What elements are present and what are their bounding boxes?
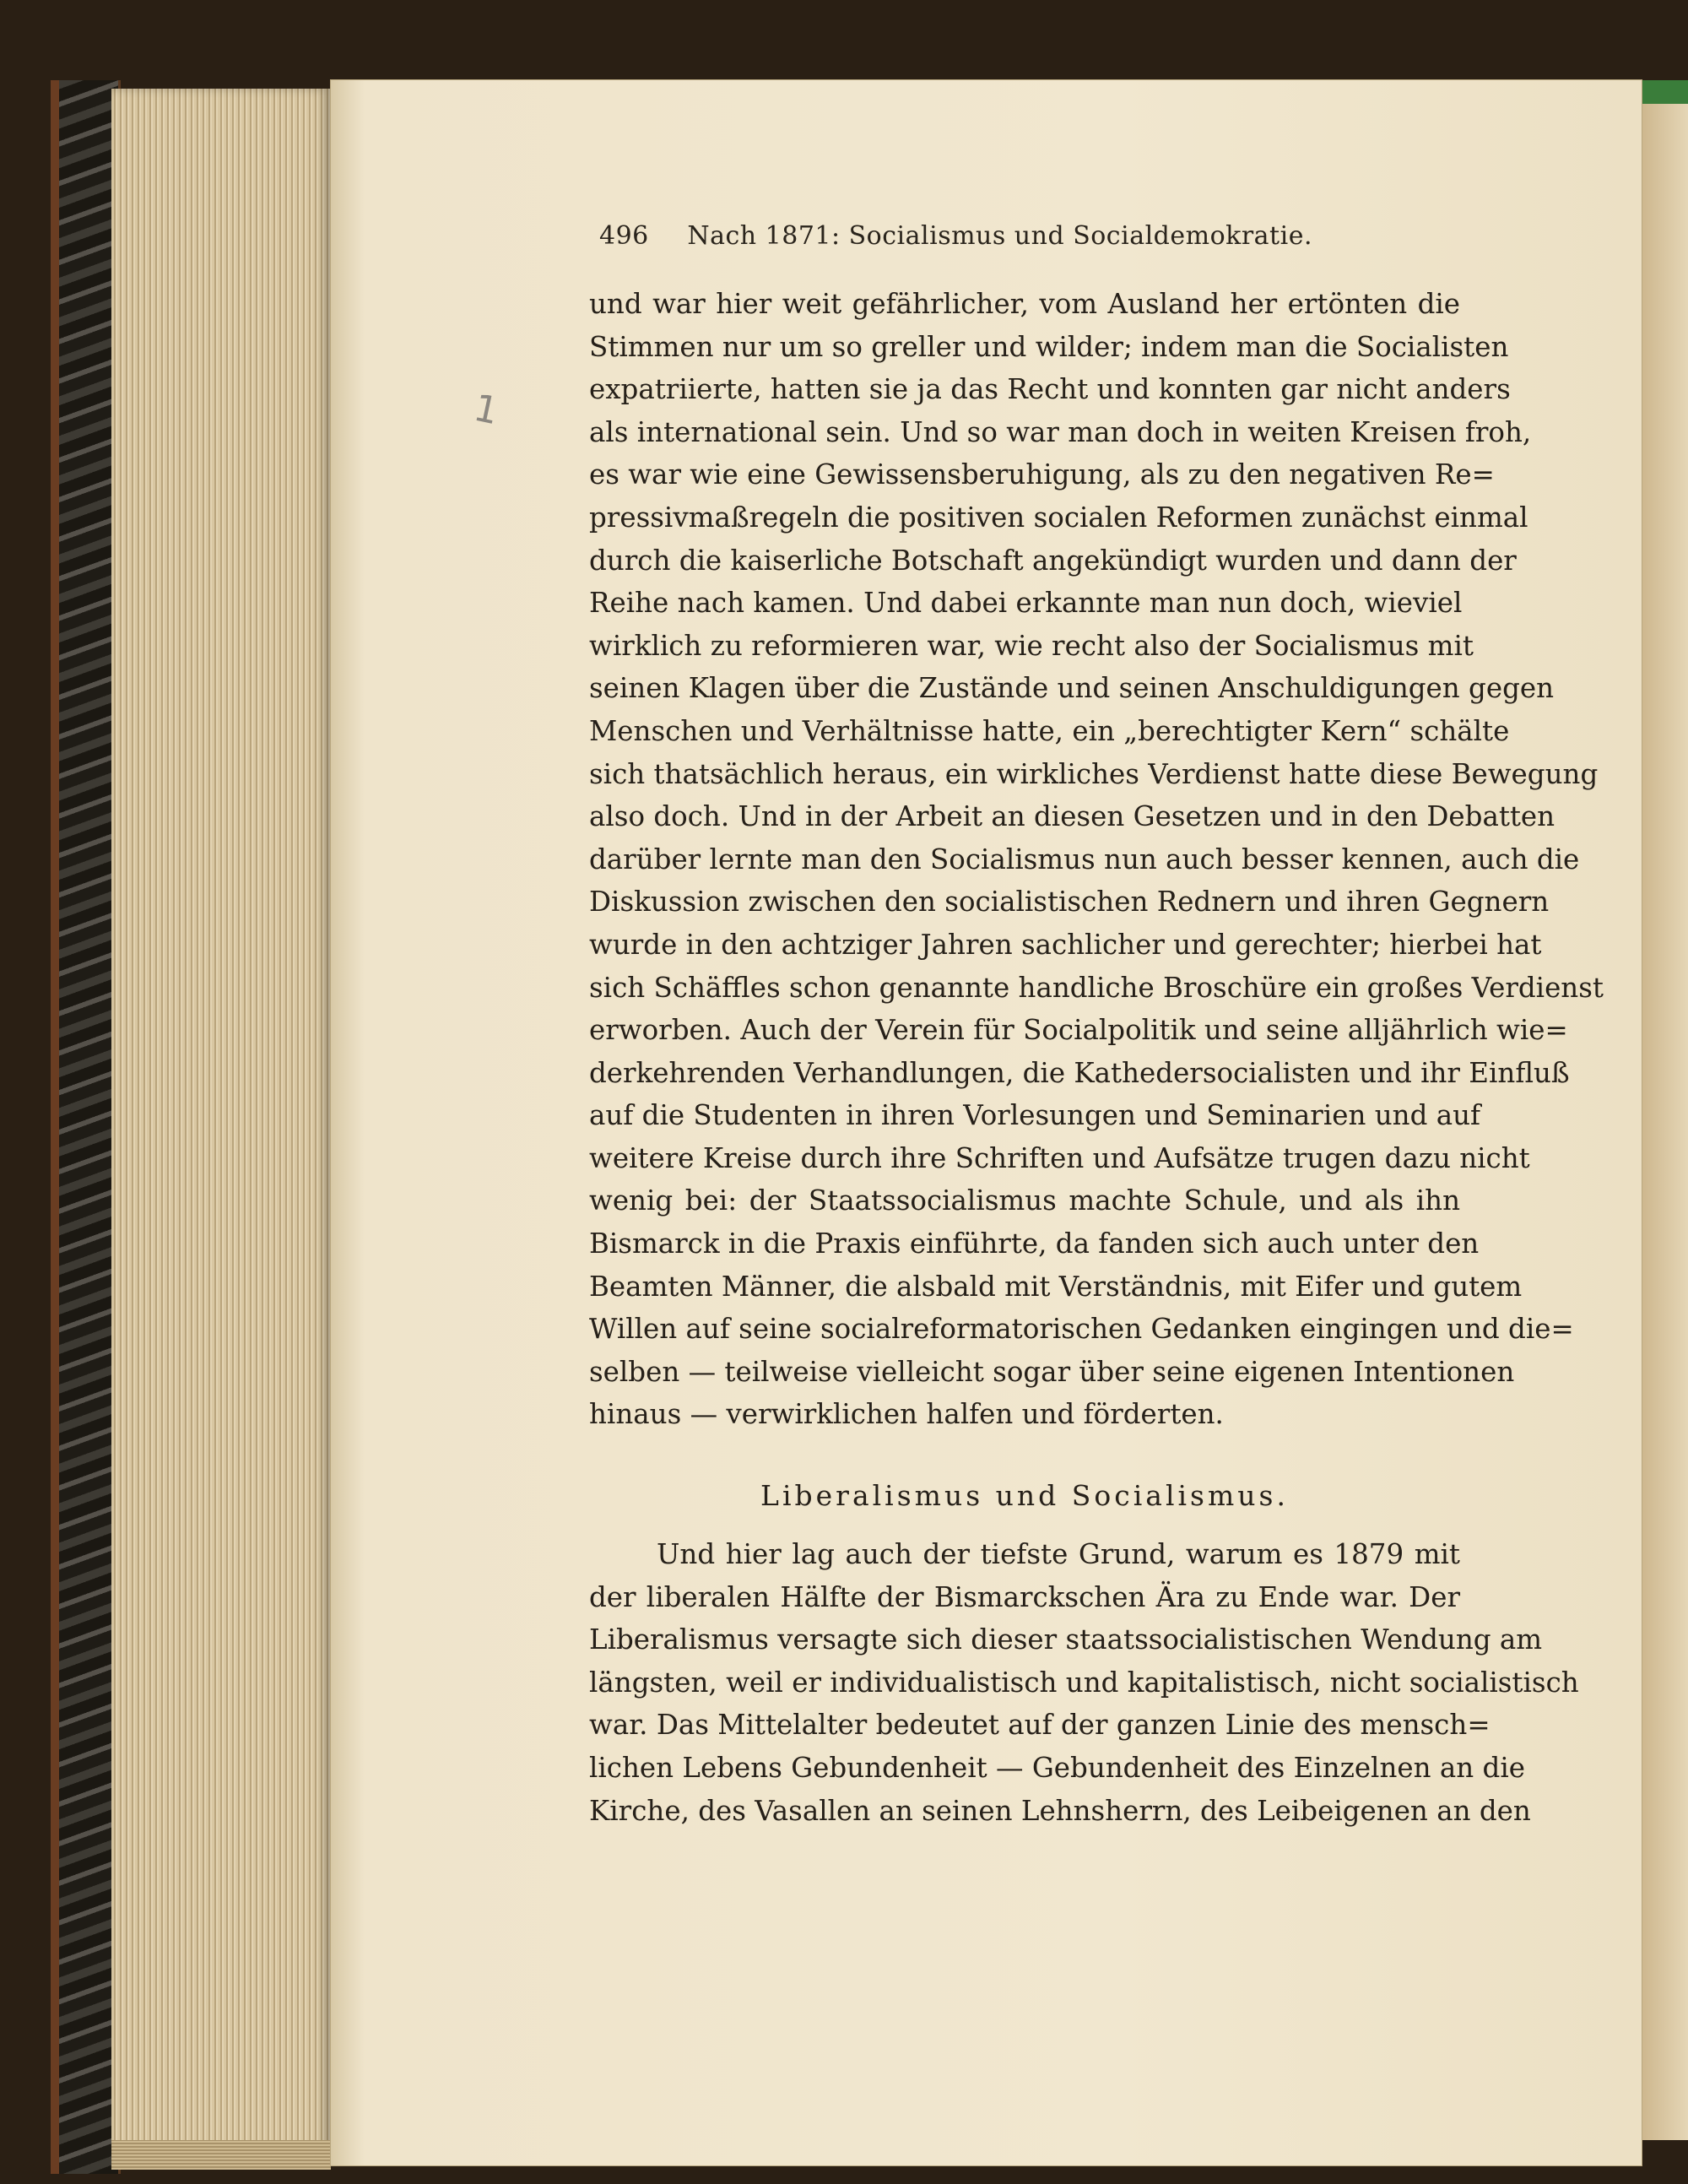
text-line: Kirche, des Vasallen an seinen Lehnsherrn, des Leibeigenen an den	[589, 1794, 1531, 1827]
text-line: Menschen und Verhältnisse hatte, ein „berechtigter Kern“ schälte	[589, 714, 1510, 747]
text-line: es war wie eine Gewissensberuhigung, als zu den negativen Re=	[589, 458, 1495, 491]
paragraph-1	[589, 283, 1604, 1436]
text-line: sich thatsächlich heraus, ein wirkliches Verdienst hatte diese Bewegung	[589, 757, 1599, 790]
text-line: wurde in den achtziger Jahren sachlicher und gerechter; hierbei hat	[589, 928, 1542, 961]
text-line: durch die kaiserliche Botschaft angekündigt wurden und dann der	[589, 544, 1517, 577]
text-line: auf die Studenten in ihren Vorlesungen und Seminarien und auf	[589, 1099, 1481, 1132]
text-line: derkehrenden Verhandlungen, die Kathedersocialisten und ihr Einfluß	[589, 1056, 1570, 1089]
text-line: also doch. Und in der Arbeit an diesen Gesetzen und in den Debatten	[589, 800, 1555, 833]
page-number: 496	[599, 221, 649, 251]
text-line: selben — teilweise vielleicht sogar über seine eigenen Intentionen	[589, 1355, 1515, 1388]
text-line: expatriierte, hatten sie ja das Recht und konnten gar nicht anders	[589, 373, 1511, 406]
text-line: war. Das Mittelalter bedeutet auf der ganzen Linie des mensch=	[589, 1709, 1491, 1742]
text-line: Liberalismus versagte sich dieser staatssocialistischen Wendung am	[589, 1623, 1543, 1656]
page-block-edges	[111, 89, 331, 2165]
text-line: weitere Kreise durch ihre Schriften und Aufsätze trugen dazu nicht	[589, 1141, 1530, 1174]
text-line: als international sein. Und so war man doch in weiten Kreisen froh,	[589, 415, 1532, 448]
text-line: wirklich zu reformieren war, wie recht also der Socialismus mit	[589, 629, 1474, 662]
text-line: wenig bei: der Staatssocialismus machte Schule, und als ihn	[589, 1184, 1460, 1217]
text-line: Und hier lag auch der tiefste Grund, warum es 1879 mit	[657, 1538, 1460, 1570]
text-line: Beamten Männer, die alsbald mit Verständnis, mit Eifer und gutem	[589, 1270, 1523, 1303]
text-line: und war hier weit gefährlicher, vom Ausland her ertönten die	[589, 288, 1460, 320]
pencil-margin-mark: 1	[470, 386, 502, 434]
text-line: darüber lernte man den Socialismus nun auch besser kennen, auch die	[589, 843, 1580, 875]
facing-page-edge	[1637, 97, 1688, 2140]
paragraph-2	[589, 1533, 1579, 1832]
text-line: Diskussion zwischen den socialistischen Rednern und ihren Gegnern	[589, 886, 1550, 919]
text-line: Willen auf seine socialreformatorischen Gedanken eingingen und die=	[589, 1313, 1574, 1346]
text-line: erworben. Auch der Verein für Socialpolitik und seine alljährlich wie=	[589, 1014, 1568, 1047]
text-line: der liberalen Hälfte der Bismarckschen Ära zu Ende war. Der	[589, 1580, 1460, 1613]
text-line: pressivmaßregeln die positiven socialen Reformen zunächst einmal	[589, 501, 1528, 534]
running-header	[599, 221, 1312, 251]
text-line: Stimmen nur um so greller und wilder; indem man die Socialisten	[589, 330, 1509, 363]
text-line: längsten, weil er individualistisch und kapitalistisch, nicht socialistisch	[589, 1666, 1579, 1699]
text-line: sich Schäffles schon genannte handliche Broschüre ein großes Verdienst	[589, 971, 1604, 1004]
text-line: Reihe nach kamen. Und dabei erkannte man nun doch, wieviel	[589, 587, 1463, 620]
text-line: seinen Klagen über die Zustände und seinen Anschuldigungen gegen	[589, 672, 1555, 705]
text-line: Bismarck in die Praxis einführte, da fanden sich auch unter den	[589, 1227, 1480, 1260]
section-heading: Liberalismus und Socialismus.	[760, 1479, 1289, 1512]
page-block-bottom	[111, 2140, 331, 2170]
text-line: hinaus — verwirklichen halfen und förderten.	[589, 1398, 1224, 1431]
running-title: Nach 1871: Socialismus und Socialdemokratie.	[687, 221, 1312, 251]
text-line: lichen Lebens Gebundenheit — Gebundenheit des Einzelnen an die	[589, 1751, 1525, 1784]
